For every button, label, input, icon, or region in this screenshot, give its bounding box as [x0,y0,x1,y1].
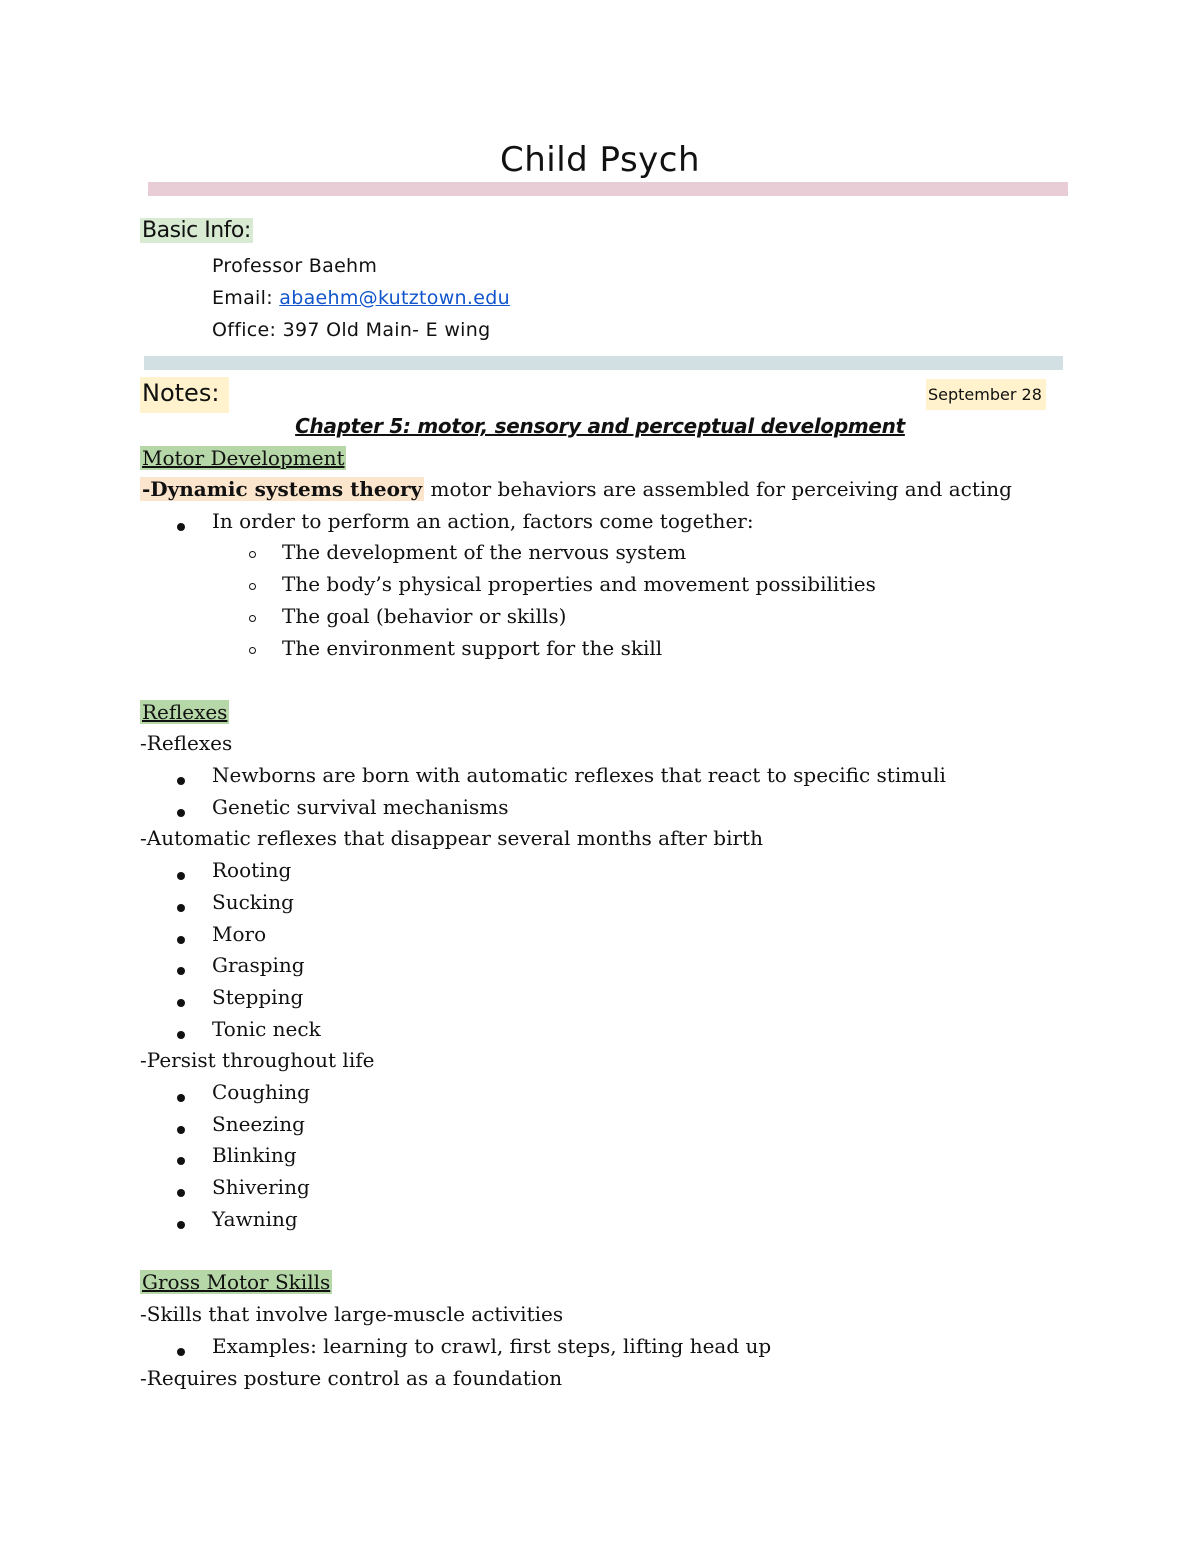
dynamic-systems-definition: motor behaviors are assembled for perceiving and acting [424,477,1012,501]
page-title: Child Psych [499,140,701,180]
posture-line: -Requires posture control as a foundation [140,1366,563,1390]
basic-info-label-text: Basic Info: [142,218,251,243]
list-item: Newborns are born with automatic reflexes that react to specific stimuli [212,763,946,787]
list-item: Grasping [212,953,305,977]
bullet-icon [177,1221,185,1229]
email-line [212,287,510,309]
list-item: The goal (behavior or skills) [282,604,567,628]
list-item: Sneezing [212,1112,305,1136]
gross-motor-definition: -Skills that involve large-muscle activities [140,1302,564,1326]
reflexes-heading [140,700,229,724]
office-location: Office: 397 Old Main- E wing [212,319,491,341]
bullet-icon [177,1094,185,1102]
bullet-icon [177,1157,185,1165]
list-item: Yawning [212,1207,298,1231]
gross-motor-heading [140,1270,332,1294]
list-item: Coughing [212,1080,310,1104]
bullet-icon [177,1031,185,1039]
notes-label: Notes: [140,377,229,413]
hollow-bullet-icon [249,615,256,622]
info-divider [144,356,1063,370]
bullet-icon [177,904,185,912]
bullet-icon [177,1189,185,1197]
email-link[interactable]: abaehm@kutztown.edu [279,287,510,309]
bullet-icon [177,809,185,817]
professor-name: Professor Baehm [212,255,378,277]
bullet-icon [177,967,185,975]
bullet-icon [177,523,185,531]
list-item: Stepping [212,985,304,1009]
basic-info-label [140,218,253,243]
list-item: Genetic survival mechanisms [212,795,509,819]
disappear-label: -Automatic reflexes that disappear several months after birth [140,826,763,850]
list-item: The body’s physical properties and movement possibilities [282,572,876,596]
motor-development-heading-text: Motor Development [142,446,345,470]
list-item: Examples: learning to crawl, first steps, lifting head up [212,1334,772,1358]
list-item: The development of the nervous system [282,540,687,564]
hollow-bullet-icon [249,583,256,590]
dynamic-systems-term: -Dynamic systems theory [142,477,423,501]
email-label: Email: [212,287,280,309]
bullet-icon [177,999,185,1007]
dynamic-systems-line [140,477,1012,501]
list-item: Tonic neck [212,1017,321,1041]
motor-development-heading [140,446,346,470]
bullet-icon [177,872,185,880]
list-item: Sucking [212,890,294,914]
list-item: Blinking [212,1143,297,1167]
bullet-icon [177,936,185,944]
persist-label: -Persist throughout life [140,1048,375,1072]
reflexes-heading-text: Reflexes [142,700,228,724]
list-item: Rooting [212,858,292,882]
hollow-bullet-icon [249,647,256,654]
notes-date: September 28 [926,379,1046,410]
gross-motor-heading-text: Gross Motor Skills [142,1270,331,1294]
hollow-bullet-icon [249,551,256,558]
bullet-icon [177,1126,185,1134]
list-item: In order to perform an action, factors come together: [212,509,754,533]
list-item: Moro [212,922,267,946]
reflexes-intro: -Reflexes [140,731,233,755]
chapter-heading: Chapter 5: motor, sensory and perceptual development [295,414,905,438]
bullet-icon [177,1348,185,1356]
list-item: The environment support for the skill [282,636,663,660]
list-item: Shivering [212,1175,310,1199]
title-divider [148,182,1068,196]
bullet-icon [177,777,185,785]
